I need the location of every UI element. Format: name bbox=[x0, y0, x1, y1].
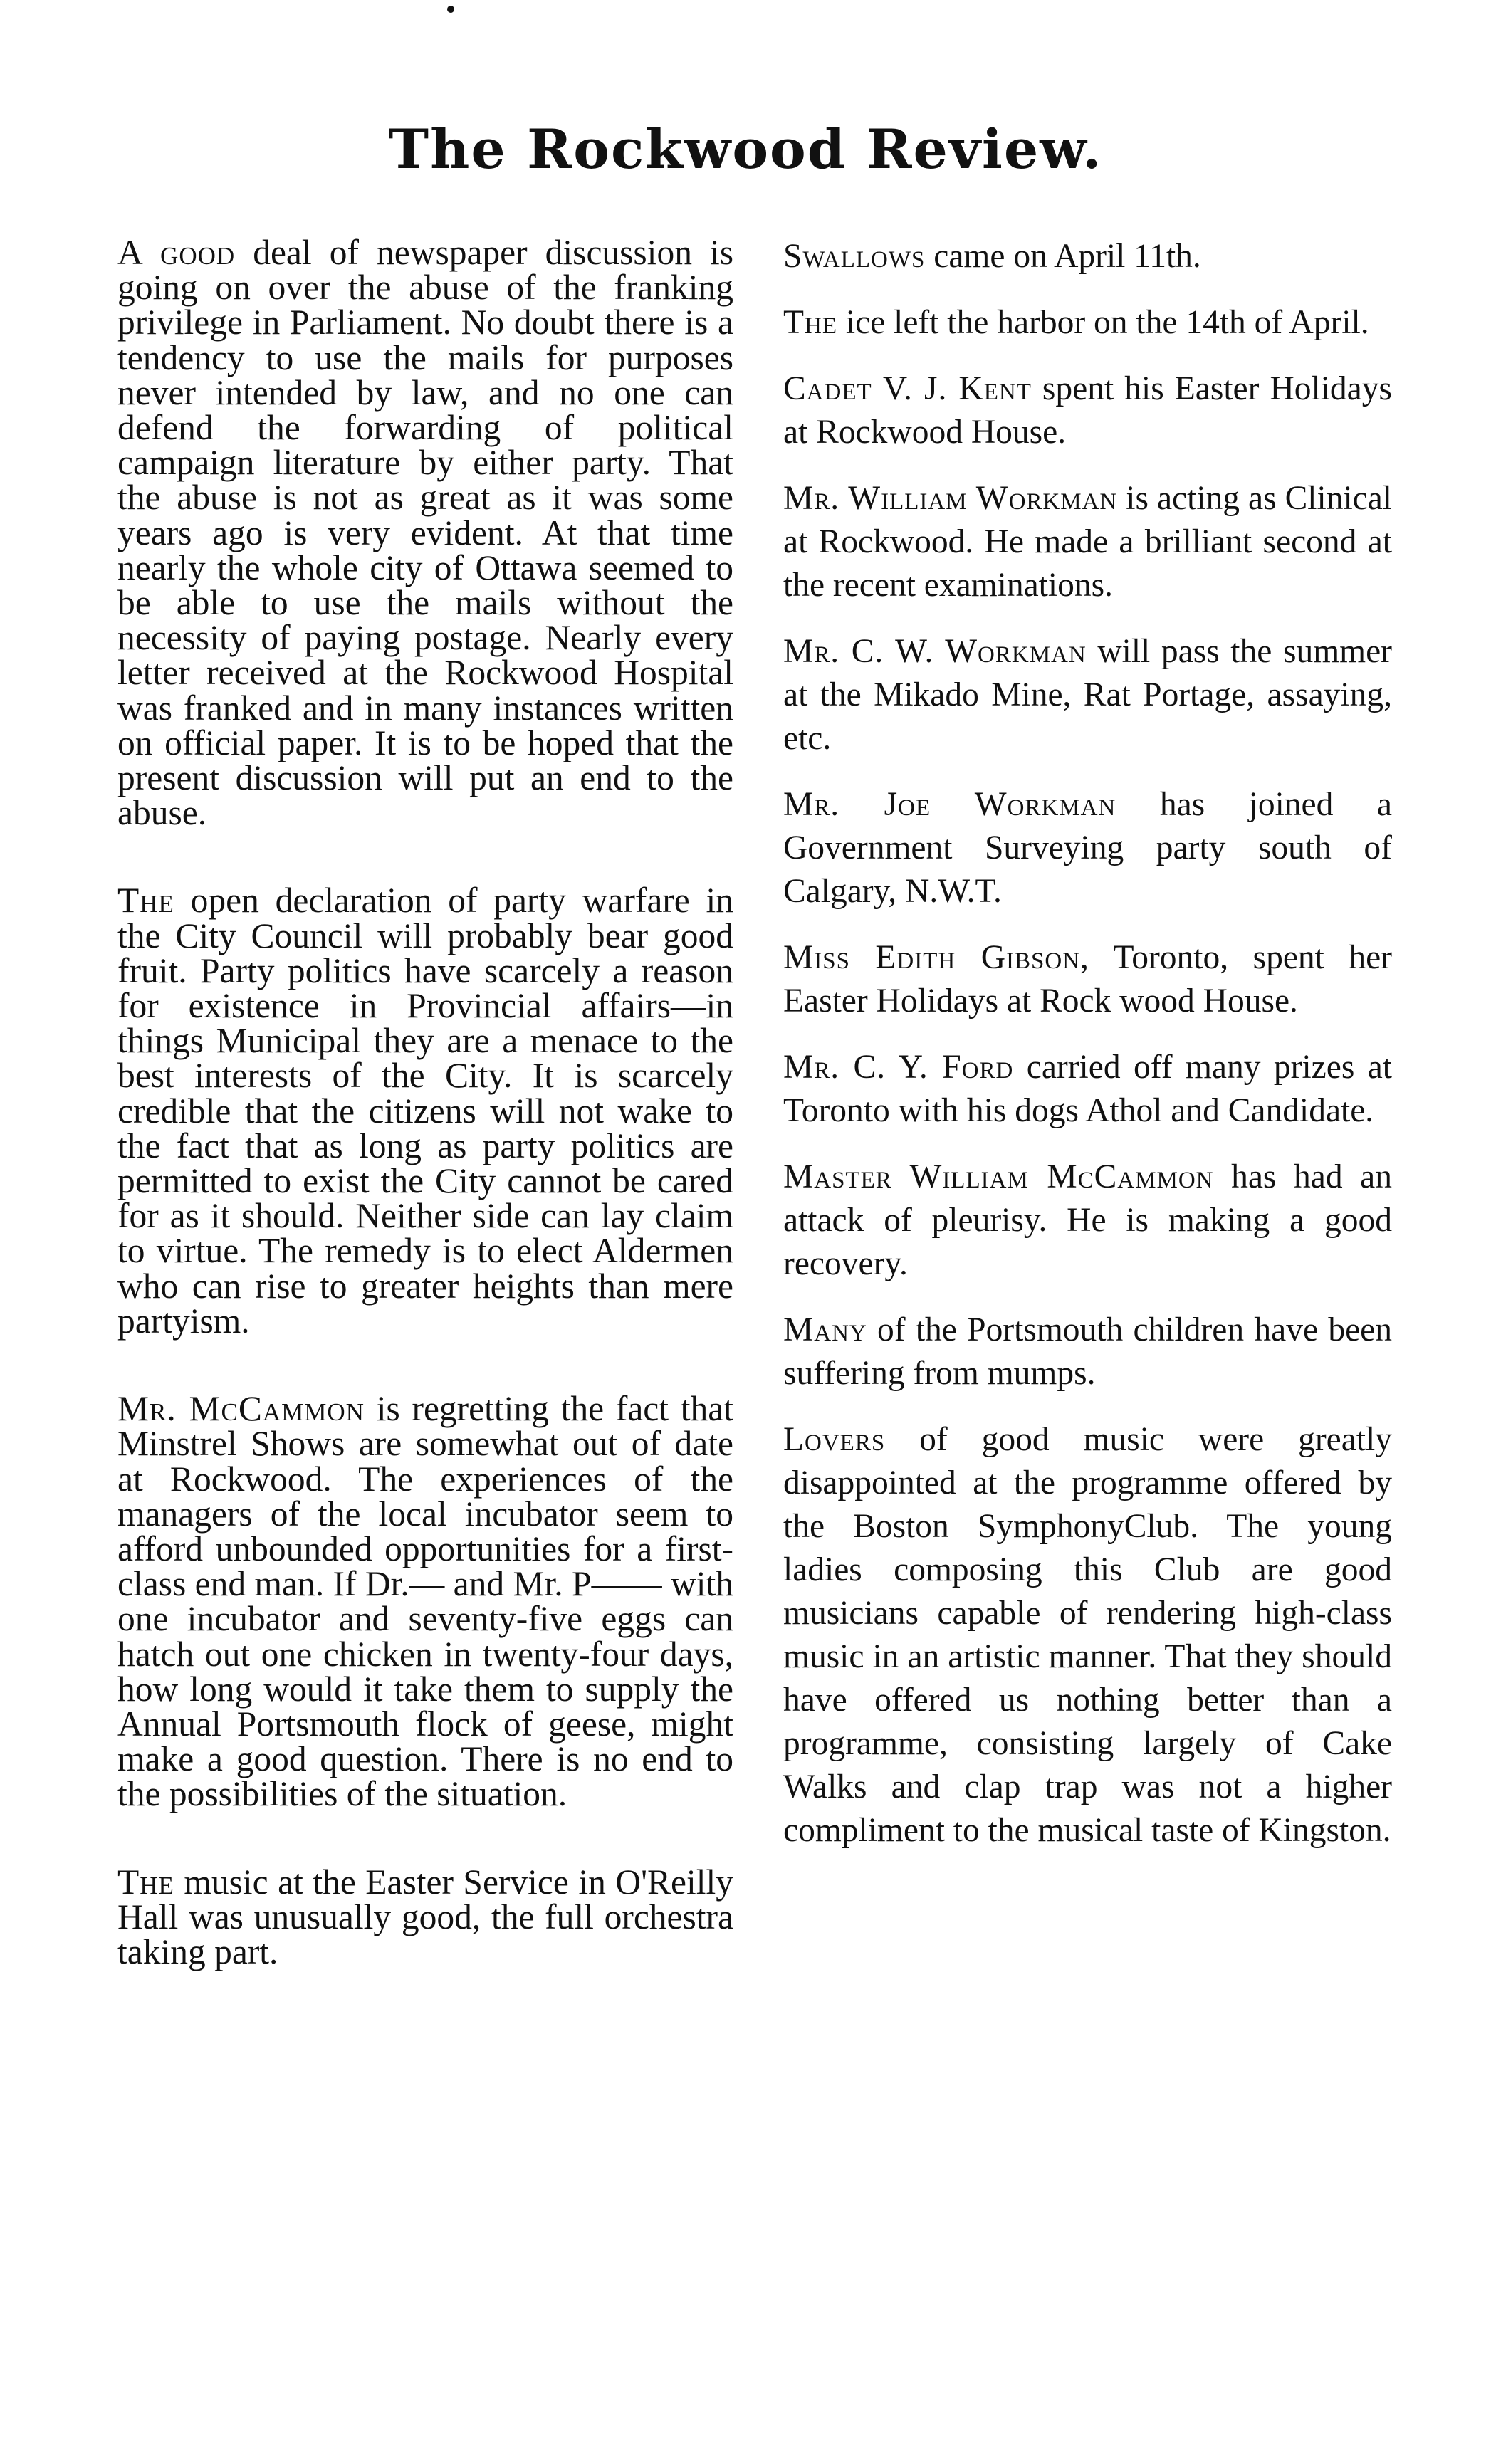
right-column bbox=[783, 235, 1392, 1852]
item-mumps bbox=[783, 1309, 1392, 1395]
item-text: spent his Easter Holidays at Rockwood House. bbox=[783, 370, 1392, 451]
item-text: Toronto, spent her Easter Holidays at Rock wood House. bbox=[783, 939, 1392, 1019]
item-joe-workman bbox=[783, 783, 1392, 913]
left-column bbox=[117, 235, 733, 1969]
article-text: deal of newspaper discussion is going on over the abuse of the franking privilege in Parliament. No doubt there is a tendency to use the mails for purposes never intended by law, and no one can defend the forwarding of political campaign literature by either party. That the abuse is not as great as it was some years ago is very evident. At that time nearly the whole city of Ottawa seemed to be able to use the mails without the necessity of paying postage. Nearly every letter received at the Rockwood Hospital was franked and in many instances written on official paper. It is to be hoped that the present discussion will put an end to the abuse. bbox=[117, 233, 733, 833]
item-text: of good music were greatly disappointed at the programme offered by the Boston SymphonyClub. The young ladies composing this Club are good musicians capable of rendering high-class music in an artistic manner. That they should have offered us nothing better than a programme, consisting largely of Cake Walks and clap trap was not a higher compliment to the musical taste of Kingston. bbox=[783, 1421, 1392, 1849]
lead-words: Mr. William Workman bbox=[783, 480, 1118, 517]
lead-words: Miss Edith Gibson, bbox=[783, 939, 1089, 976]
item-text: will pass the summer at the Mikado Mine, Rat Portage, assaying, etc. bbox=[783, 633, 1392, 757]
article-text: is regretting the fact that Minstrel Shows are somewhat out of date at Rockwood. The experiences of the managers of the local incubator seem to afford unbounded opportunities for a first-class end man. If Dr.— and Mr. P—— with one incubator and seventy-five eggs can hatch out one chicken in twenty-four days, how long would it take them to supply the Annual Portsmouth flock of geese, might make a good question. There is no end to the possibilities of the situation. bbox=[117, 1389, 733, 1814]
lead-words: Mr. C. Y. Ford bbox=[783, 1049, 1014, 1086]
lead-words: The bbox=[783, 304, 838, 341]
item-william-workman bbox=[783, 477, 1392, 607]
item-cy-ford bbox=[783, 1046, 1392, 1133]
page-title: The Rockwood Review. bbox=[388, 117, 1103, 181]
item-text: carried off many prizes at Toronto with his dogs Athol and Candidate. bbox=[783, 1049, 1393, 1129]
lead-words: Cadet V. J. Kent bbox=[783, 370, 1032, 407]
item-ice bbox=[783, 301, 1392, 345]
article-text: open declaration of party warfare in the City Council will probably bear good fruit. Party politics have scarcely a reason for existence in Provincial affairs—in things Municipal they are a menace to the best interests of the City. It is scarcely credible that the citizens will not wake to the fact that as long as party politics are permitted to exist the City cannot be cared for as it should. Neither side can lay claim to virtue. The remedy is to elect Aldermen who can rise to greater heights than mere partyism. bbox=[117, 881, 733, 1341]
lead-words: Master William McCammon bbox=[783, 1158, 1214, 1195]
item-cadet-kent bbox=[783, 367, 1392, 454]
lead-words: The bbox=[117, 1862, 174, 1902]
item-text: ice left the harbor on the 14th of April. bbox=[837, 304, 1369, 341]
lead-words: A good bbox=[117, 233, 236, 272]
article-easter-music bbox=[117, 1862, 733, 1971]
item-cw-workman bbox=[783, 630, 1392, 760]
article-city-council bbox=[117, 881, 733, 1341]
item-text: is acting as Clinical at Rockwood. He made a brilliant second at the recent examinations. bbox=[783, 480, 1392, 604]
lead-words: Lovers bbox=[783, 1421, 886, 1458]
item-william-mccammon bbox=[783, 1155, 1392, 1286]
lead-words: Mr. Joe Workman bbox=[783, 786, 1116, 823]
item-text: has had an attack of pleurisy. He is making a good recovery. bbox=[783, 1158, 1392, 1282]
item-edith-gibson bbox=[783, 936, 1392, 1023]
item-text: of the Portsmouth children have been suffering from mumps. bbox=[783, 1311, 1392, 1392]
lead-words: Mr. McCammon bbox=[117, 1389, 365, 1429]
item-text: came on April 11th. bbox=[925, 238, 1201, 275]
item-text: has joined a Government Surveying party south of Calgary, N.W.T. bbox=[783, 786, 1392, 910]
lead-words: Many bbox=[783, 1311, 867, 1348]
lead-words: The bbox=[117, 881, 174, 921]
article-minstrel-shows bbox=[117, 1389, 733, 1814]
lead-words: Swallows bbox=[783, 238, 926, 275]
article-franking bbox=[117, 233, 733, 833]
article-text: music at the Easter Service in O'Reilly Hall was unusually good, the full orchestra taking part. bbox=[117, 1862, 733, 1971]
item-swallows bbox=[783, 235, 1392, 278]
item-boston-symphony bbox=[783, 1418, 1392, 1852]
ink-dot bbox=[447, 6, 454, 13]
lead-words: Mr. C. W. Workman bbox=[783, 633, 1087, 670]
